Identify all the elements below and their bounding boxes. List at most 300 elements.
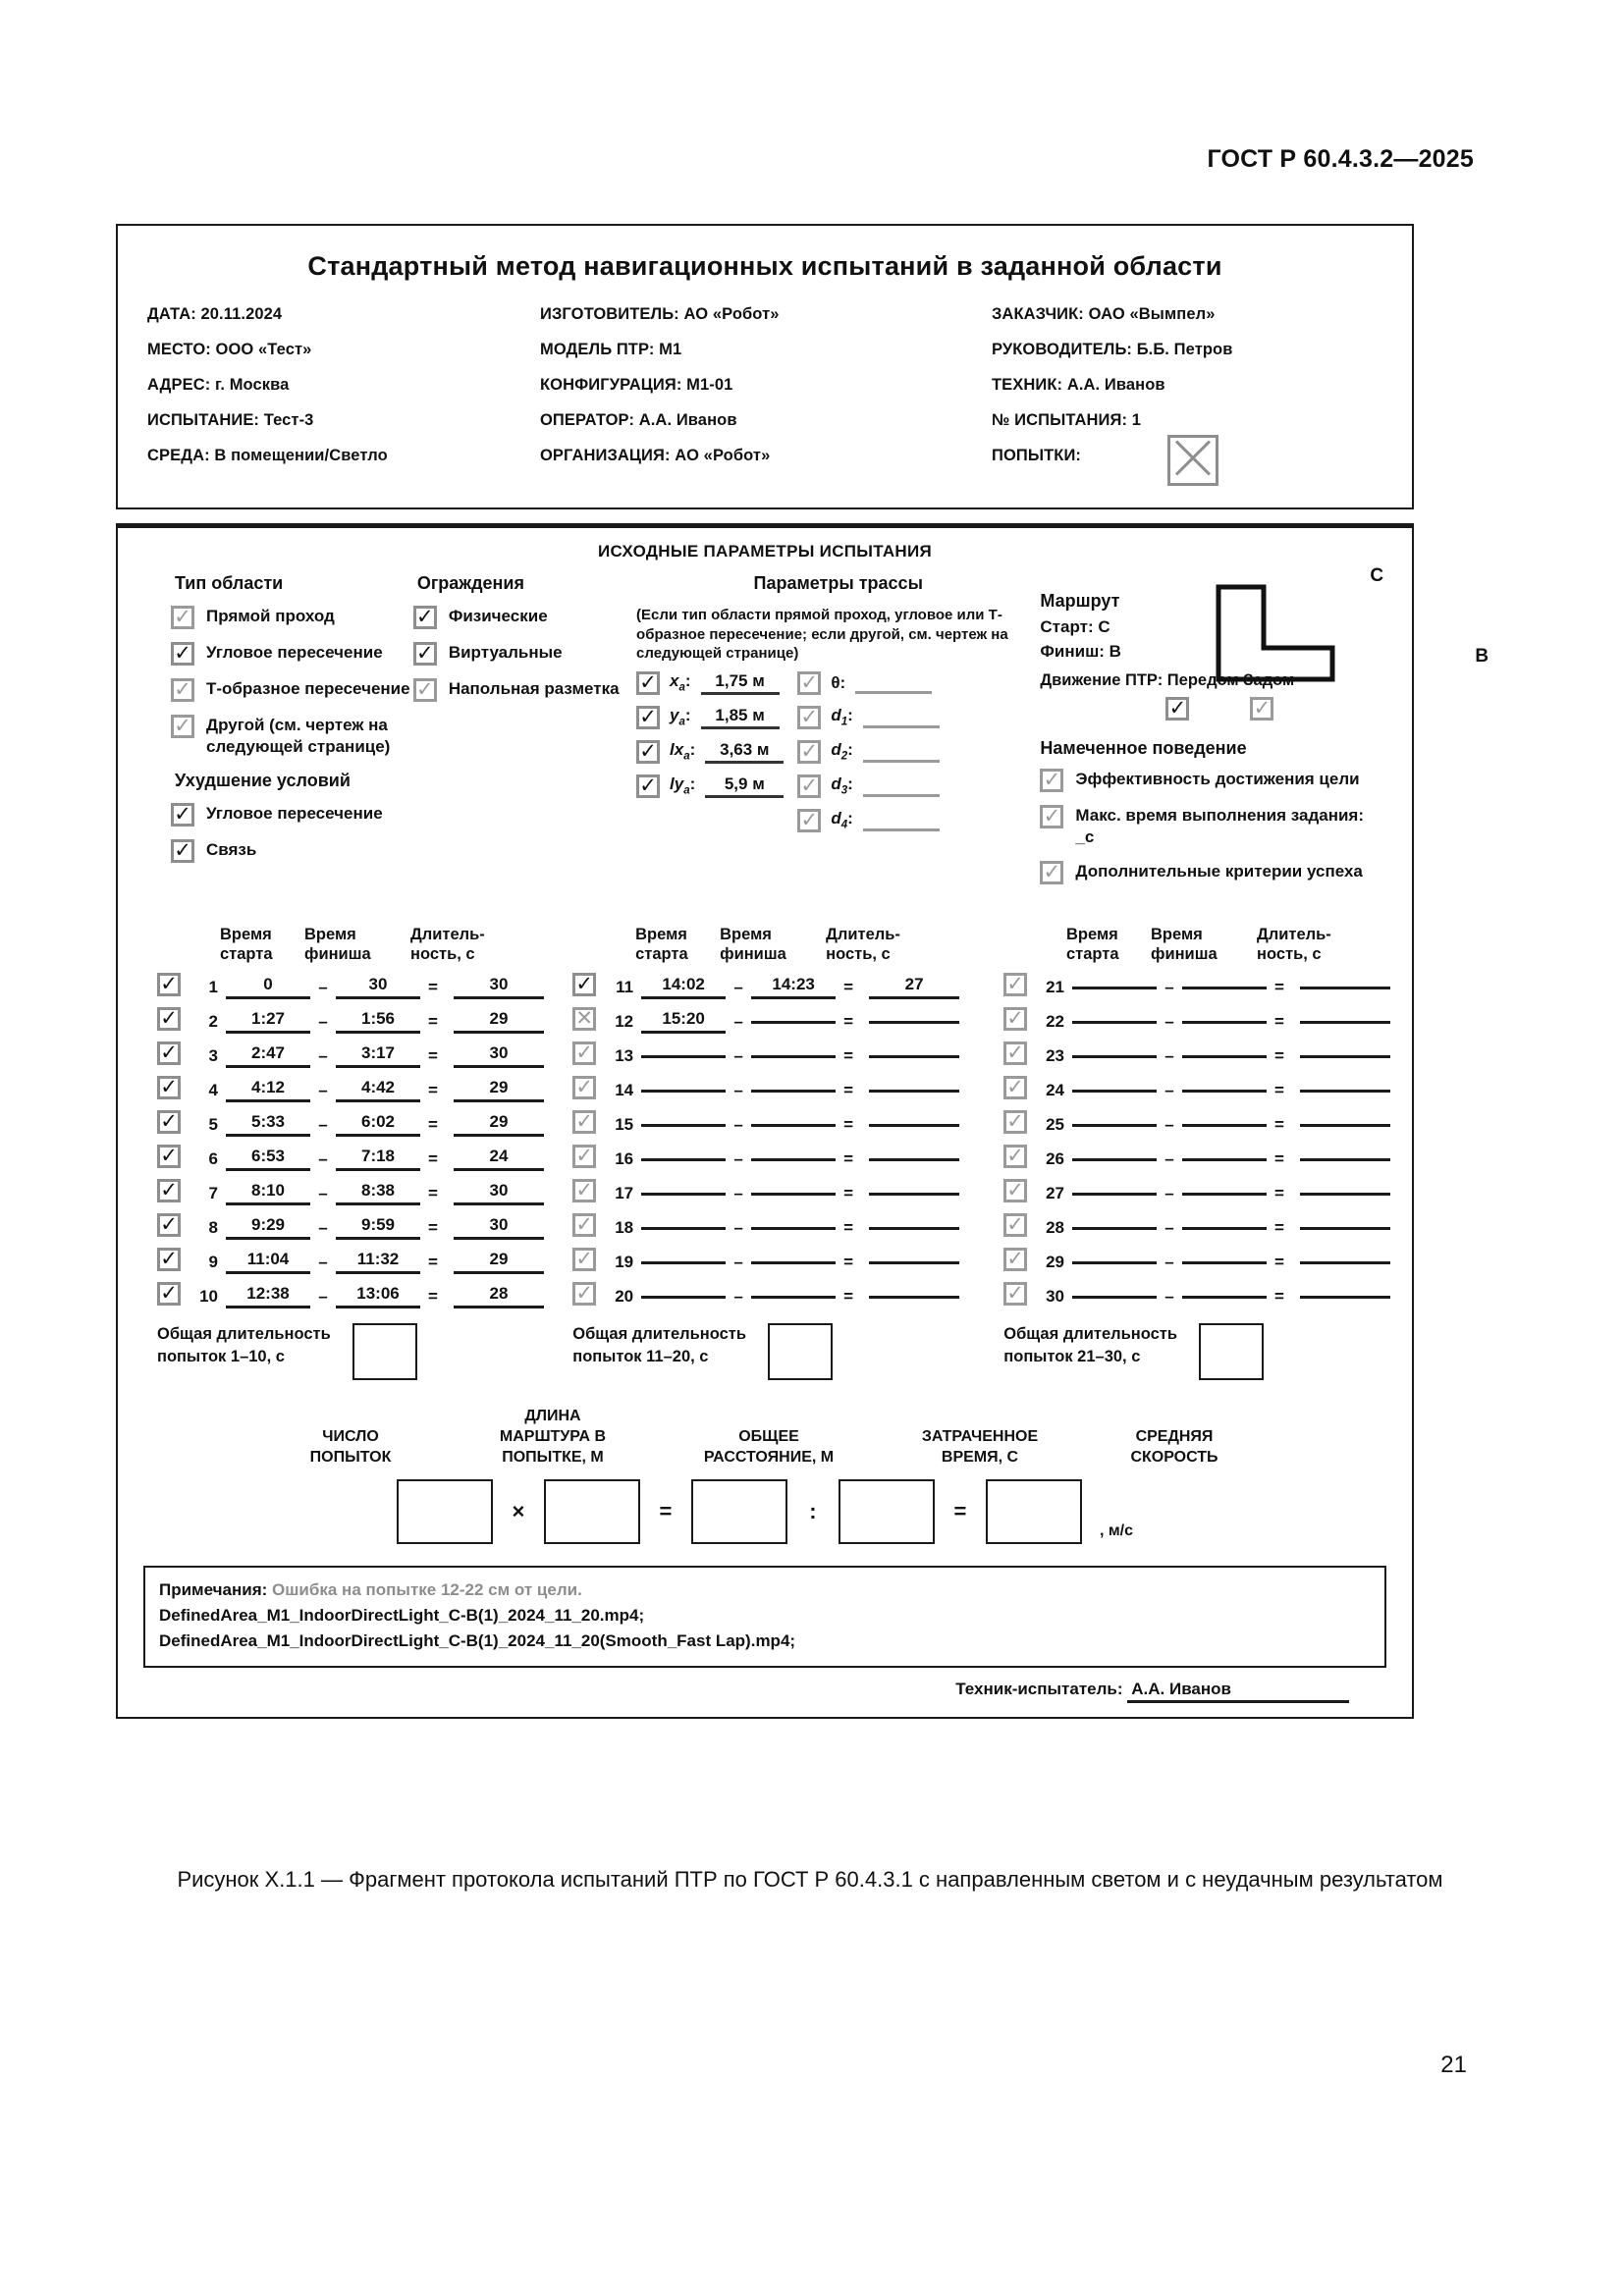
checkbox-row-behavior-effectiveness[interactable] [1040,769,1386,792]
trial-number: 23 [1046,1045,1064,1065]
trial-checkbox-cell [157,1282,183,1310]
equals-separator: = [428,1252,438,1271]
checkbox-row-fence-floor-marking[interactable] [413,678,636,702]
trial-start-time[interactable]: 0 [226,975,310,999]
trial-finish-time[interactable]: 1:56 [336,1009,420,1034]
checkbox-trial-23[interactable] [1003,1041,1027,1065]
column-route [1040,565,1489,897]
trial-checkbox-cell [157,1041,183,1070]
field-test-number-value: 1 [1131,411,1142,429]
route-diagram [1187,565,1489,689]
field-test-value: Тест-3 [263,411,314,429]
trial-checkbox-cell [1003,1076,1029,1104]
trial-finish-time[interactable]: 8:38 [336,1181,420,1205]
th3-finish-2: финиша [1151,945,1218,963]
trial-start-time[interactable]: 5:33 [226,1112,310,1137]
th-finish-2: финиша [304,945,371,963]
checkbox-trial-24[interactable] [1003,1076,1027,1099]
checkbox-behavior-extra-criteria[interactable]: ✓ [1040,861,1063,884]
total-label-21-30-l2: попыток 21–30, с [1003,1348,1141,1365]
label-ya: $y_a$: [670,706,691,728]
trial-start-time[interactable]: 14:02 [641,975,726,999]
th2-finish-2: финиша [720,945,786,963]
trial-finish-time[interactable] [751,1053,836,1058]
trial-checkbox-cell [572,1145,598,1173]
track-row-d3[interactable] [797,774,939,798]
checkbox-trial-29[interactable] [1003,1248,1027,1271]
checkbox-trial-26[interactable] [1003,1145,1027,1168]
checkbox-degradation-communication[interactable]: ✓ [171,839,194,863]
checkbox-lya[interactable]: ✓ [636,774,660,798]
calc-box-route-length[interactable] [544,1479,640,1544]
dash-separator: – [1164,1217,1174,1237]
track-row-ya[interactable] [636,706,784,729]
label-d4: $d_4$: [831,809,853,831]
trial-start-time[interactable] [641,1088,726,1093]
checkbox-behavior-max-time[interactable]: ✓ [1040,805,1063,828]
trial-start-time[interactable] [641,1122,726,1127]
trial-duration[interactable] [1300,1122,1390,1127]
checkbox-trial-4[interactable] [157,1076,181,1099]
checkbox-row-t-intersection[interactable] [171,678,413,702]
attempts-crossed-box-icon[interactable] [1167,435,1218,486]
trial-duration[interactable] [1300,1053,1390,1058]
trial-duration[interactable] [869,1294,959,1299]
checkbox-fence-virtual[interactable]: ✓ [413,642,437,666]
total-label-11-20-l1: Общая длительность [572,1325,747,1343]
trial-finish-time[interactable]: 4:42 [336,1078,420,1102]
field-place [147,341,540,359]
field-configuration-label: КОНФИГУРАЦИЯ: [540,376,682,394]
check-icon: ✓ [575,1145,593,1167]
checkbox-row-corner-intersection[interactable] [171,642,413,666]
trial-start-time[interactable]: 8:10 [226,1181,310,1205]
trial-duration[interactable] [869,1259,959,1264]
th2-start-2: старта [635,945,688,963]
checkbox-trial-1[interactable] [157,973,181,996]
trial-duration[interactable] [1300,1294,1390,1299]
dash-separator: – [318,977,328,996]
trial-finish-time[interactable] [1182,1088,1267,1093]
field-model [540,341,992,359]
calc-symbol-equals-2: = [953,1499,967,1523]
trial-number: 9 [208,1252,218,1271]
equals-separator: = [428,1148,438,1168]
check-icon: ✓ [1006,1248,1024,1270]
checkbox-trial-27[interactable] [1003,1179,1027,1202]
field-customer-value: ОАО «Вымпел» [1088,305,1216,323]
equals-separator: = [428,1183,438,1202]
checkbox-ya[interactable]: ✓ [636,706,660,729]
trial-duration[interactable]: 24 [454,1147,544,1171]
checkbox-d4[interactable]: ✓ [797,809,821,832]
checkbox-d1[interactable]: ✓ [797,706,821,729]
equals-separator: = [843,1114,854,1134]
checkbox-motion-forward[interactable]: ✓ [1165,697,1189,721]
track-row-d1[interactable] [797,706,939,729]
trial-number: 19 [615,1252,634,1271]
identification-grid [118,305,1412,492]
trial-start-time[interactable] [1072,1088,1157,1093]
checkbox-trial-2[interactable] [157,1007,181,1031]
trial-start-time[interactable] [641,1225,726,1230]
trial-checkbox-cell [157,1179,183,1207]
trial-finish-time[interactable]: 13:06 [336,1284,420,1308]
checkbox-lxa[interactable]: ✓ [636,740,660,764]
trial-duration[interactable]: 29 [454,1078,544,1102]
checkbox-trial-22[interactable] [1003,1007,1027,1031]
trial-duration[interactable]: 27 [869,975,959,999]
trial-finish-time[interactable] [1182,1259,1267,1264]
checkbox-other-area[interactable]: ✓ [171,715,194,738]
trial-number: 11 [616,977,634,996]
trial-duration[interactable] [869,1019,959,1024]
checkbox-d3[interactable]: ✓ [797,774,821,798]
checkbox-trial-6[interactable] [157,1145,181,1168]
trial-duration[interactable] [869,1053,959,1058]
field-supervisor [992,341,1445,359]
trial-checkbox-cell [1003,1145,1029,1173]
column-track-parameters [636,573,1040,897]
dash-separator: – [318,1217,328,1237]
calc-box-average-speed[interactable] [986,1479,1082,1544]
trial-finish-time[interactable]: 14:23 [751,975,836,999]
total-box-11-20[interactable] [768,1323,833,1380]
trial-row [1003,1004,1390,1039]
total-1-10 [139,1323,572,1380]
trial-start-time[interactable] [1072,1225,1157,1230]
trial-row [1003,1107,1390,1142]
trial-duration[interactable]: 28 [454,1284,544,1308]
trial-finish-time[interactable] [751,1088,836,1093]
checkbox-trial-11[interactable] [572,973,596,996]
checkbox-xa[interactable]: ✓ [636,671,660,695]
track-row-d4[interactable] [797,809,939,832]
checkbox-row-other-area[interactable] [171,715,413,758]
trial-duration[interactable] [1300,1019,1390,1024]
checkbox-trial-13[interactable] [572,1041,596,1065]
checkbox-trial-17[interactable] [572,1179,596,1202]
dash-separator: – [1164,1148,1174,1168]
trial-duration[interactable] [1300,1225,1390,1230]
checkbox-trial-9[interactable] [157,1248,181,1271]
checkbox-fence-physical[interactable]: ✓ [413,606,437,629]
checkbox-d2[interactable]: ✓ [797,740,821,764]
checkbox-trial-3[interactable] [157,1041,181,1065]
calc-head-3-l3: ВРЕМЯ, С [941,1449,1019,1466]
trial-start-time[interactable]: 4:12 [226,1078,310,1102]
signature-value[interactable]: А.А. Иванов [1127,1680,1349,1703]
checkbox-trial-16[interactable] [572,1145,596,1168]
checkbox-trial-15[interactable] [572,1110,596,1134]
value-d3[interactable] [863,774,940,797]
trial-finish-time[interactable] [751,1294,836,1299]
trial-start-time[interactable] [1072,1259,1157,1264]
checkbox-degradation-corner[interactable]: ✓ [171,803,194,827]
value-lxa[interactable]: 3,63 м [705,740,784,764]
total-11-20 [572,1323,1003,1380]
th-dur-2: ность, с [410,945,475,963]
field-address-label: АДРЕС: [147,376,211,394]
notes-box [143,1566,1386,1668]
trial-finish-time[interactable] [751,1156,836,1161]
value-lya[interactable]: 5,9 м [705,774,784,798]
totals-row [118,1313,1412,1380]
trial-start-time[interactable] [1072,1053,1157,1058]
checkbox-row-behavior-extra-criteria[interactable] [1040,861,1386,884]
label-straight-passage: Прямой проход [206,607,335,625]
trial-number: 20 [615,1286,634,1306]
dash-separator: – [1164,1252,1174,1271]
trial-number: 18 [615,1217,634,1237]
check-icon: ✓ [160,973,178,995]
th3-dur-1: Длитель- [1257,926,1331,943]
checkbox-trial-18[interactable] [572,1213,596,1237]
trial-duration[interactable] [1300,1259,1390,1264]
trial-finish-time[interactable] [1182,1191,1267,1196]
trial-start-time[interactable] [1072,1019,1157,1024]
checkbox-row-degradation-communication[interactable] [171,839,413,863]
value-xa[interactable]: 1,75 м [701,671,780,695]
trial-start-time[interactable]: 2:47 [226,1043,310,1068]
check-icon: ✓ [160,1213,178,1236]
checkbox-row-fence-physical[interactable] [413,606,636,629]
checkbox-motion-backward[interactable]: ✓ [1250,697,1273,721]
equals-separator: = [843,977,854,996]
field-attempts-label: ПОПЫТКИ: [992,447,1082,464]
trial-start-time[interactable]: 12:38 [226,1284,310,1308]
trial-duration[interactable]: 30 [454,1043,544,1068]
th2-dur-1: Длитель- [826,926,900,943]
trial-checkbox-cell [572,973,598,1001]
trial-start-time[interactable] [1072,1294,1157,1299]
value-d2[interactable] [863,740,940,763]
parameters-columns [118,565,1489,909]
trial-row [572,1176,1003,1210]
dash-separator: – [1164,1045,1174,1065]
trial-duration[interactable] [869,1225,959,1230]
trial-row [157,1176,572,1210]
field-configuration [540,376,992,395]
calc-box-total-distance[interactable] [691,1479,787,1544]
trial-start-time[interactable] [1072,985,1157,989]
equals-separator: = [843,1286,854,1306]
calc-box-elapsed-time[interactable] [839,1479,935,1544]
calc-box-attempts-count[interactable] [397,1479,493,1544]
trial-finish-time[interactable] [1182,1294,1267,1299]
calc-head-1-l2: МАРШТУРА В [499,1428,607,1445]
field-supervisor-value: Б.Б. Петров [1136,341,1233,358]
trial-number: 2 [208,1011,218,1031]
trial-checkbox-cell [157,1248,183,1276]
trial-duration[interactable] [1300,1191,1390,1196]
checkbox-row-degradation-corner[interactable] [171,803,413,827]
track-row-xa[interactable] [636,671,784,695]
total-label-1-10-l1: Общая длительность [157,1325,331,1343]
trial-finish-time[interactable] [1182,985,1267,989]
value-ya[interactable]: 1,85 м [701,706,780,729]
check-icon: ✓ [575,1041,593,1064]
trial-row [1003,1210,1390,1245]
trial-start-time[interactable] [641,1294,726,1299]
checkbox-t-intersection[interactable]: ✓ [171,678,194,702]
trial-duration[interactable] [869,1156,959,1161]
value-d1[interactable] [863,706,940,728]
check-icon: ✓ [1006,1041,1024,1064]
trial-finish-time[interactable]: 6:02 [336,1112,420,1137]
checkbox-row-behavior-max-time[interactable] [1040,805,1386,848]
total-box-1-10[interactable] [352,1323,417,1380]
trial-duration[interactable] [869,1088,959,1093]
trial-checkbox-cell [572,1041,598,1070]
trial-checkbox-cell [572,1213,598,1242]
trial-duration[interactable]: 29 [454,1009,544,1034]
trial-duration[interactable]: 30 [454,1181,544,1205]
trial-start-time[interactable]: 15:20 [641,1009,726,1034]
trial-finish-time[interactable] [1182,1019,1267,1024]
trial-start-time[interactable] [1072,1191,1157,1196]
checkbox-trial-20[interactable] [572,1282,596,1306]
label-degradation-corner: Угловое пересечение [206,804,383,823]
track-row-lxa[interactable] [636,740,784,764]
trial-duration[interactable]: 30 [454,975,544,999]
check-icon: ✓ [575,1076,593,1098]
trials-rows-1-10 [157,970,572,1313]
trial-duration[interactable] [869,1191,959,1196]
trial-start-time[interactable]: 1:27 [226,1009,310,1034]
trial-finish-time[interactable]: 9:59 [336,1215,420,1240]
calc-head-1-l3: ПОПЫТКЕ, М [502,1449,604,1466]
checkbox-trial-30[interactable] [1003,1282,1027,1306]
trial-checkbox-cell [157,1076,183,1104]
trial-duration[interactable] [1300,1156,1390,1161]
trial-start-time[interactable]: 6:53 [226,1147,310,1171]
trial-duration[interactable] [869,1122,959,1127]
checkbox-fence-floor-marking[interactable]: ✓ [413,678,437,702]
trial-duration[interactable]: 30 [454,1215,544,1240]
checkbox-corner-intersection[interactable]: ✓ [171,642,194,666]
trial-number: 29 [1046,1252,1064,1271]
motion-checkboxes [1165,697,1386,721]
form-title: Стандартный метод навигационных испытаний в заданной области [307,251,1222,281]
trial-finish-time[interactable]: 3:17 [336,1043,420,1068]
checkbox-trial-14[interactable] [572,1076,596,1099]
checkbox-straight-passage[interactable]: ✓ [171,606,194,629]
trial-start-time[interactable]: 9:29 [226,1215,310,1240]
track-row-lya[interactable] [636,774,784,798]
checkbox-trial-7[interactable] [157,1179,181,1202]
check-icon: ✓ [1006,1282,1024,1305]
checkbox-behavior-effectiveness[interactable]: ✓ [1040,769,1063,792]
th3-dur-2: ность, с [1257,945,1322,963]
trial-finish-time[interactable] [1182,1225,1267,1230]
trial-number: 7 [208,1183,218,1202]
trial-number: 1 [208,977,218,996]
trial-finish-time[interactable] [751,1019,836,1024]
trial-duration[interactable] [1300,1088,1390,1093]
trial-finish-time[interactable] [751,1225,836,1230]
checkbox-row-straight-passage[interactable] [171,606,413,629]
trial-start-time[interactable] [641,1259,726,1264]
trial-finish-time[interactable]: 11:32 [336,1250,420,1274]
field-place-value: ООО «Тест» [215,341,312,358]
checkbox-trial-21[interactable] [1003,973,1027,996]
calc-head-1-l1: ДЛИНА [524,1408,581,1424]
check-icon: ✓ [1006,973,1024,995]
checkbox-trial-25[interactable] [1003,1110,1027,1134]
check-icon: ✓ [575,1110,593,1133]
th2-dur-2: ность, с [826,945,891,963]
trial-finish-time[interactable] [1182,1156,1267,1161]
checkbox-trial-10[interactable] [157,1282,181,1306]
trials-tables [118,909,1412,1313]
notes-label: Примечания: [159,1580,268,1599]
trial-start-time[interactable] [641,1053,726,1058]
trial-finish-time[interactable] [751,1191,836,1196]
trial-duration[interactable]: 29 [454,1112,544,1137]
trial-number: 16 [615,1148,634,1168]
value-theta[interactable] [855,671,932,694]
trial-start-time[interactable] [641,1156,726,1161]
trial-row [572,1039,1003,1073]
trial-finish-time[interactable] [1182,1122,1267,1127]
trial-finish-time[interactable] [1182,1053,1267,1058]
route-diagram-label-start: С [1370,565,1384,586]
calc-head-attempts-count [277,1426,424,1468]
track-row-theta[interactable] [797,671,939,695]
trial-duration[interactable]: 29 [454,1250,544,1274]
trial-number: 17 [615,1183,634,1202]
trial-duration[interactable] [1300,985,1390,989]
test-protocol-form [116,224,1489,1719]
label-degradation-communication: Связь [206,840,257,859]
checkbox-row-fence-virtual[interactable] [413,642,636,666]
checkbox-trial-8[interactable] [157,1213,181,1237]
trial-finish-time[interactable]: 30 [336,975,420,999]
track-row-d2[interactable] [797,740,939,764]
checkbox-theta[interactable]: ✓ [797,671,821,695]
check-icon: ✓ [1006,1179,1024,1201]
trials-header-1 [157,925,572,964]
check-icon: ✓ [1006,1213,1024,1236]
total-box-21-30[interactable] [1199,1323,1264,1380]
checkbox-trial-19[interactable] [572,1248,596,1271]
value-d4[interactable] [863,809,940,831]
trial-number: 8 [208,1217,218,1237]
field-model-value: М1 [659,341,682,358]
field-supervisor-label: РУКОВОДИТЕЛЬ: [992,341,1133,358]
checkbox-trial-5[interactable] [157,1110,181,1134]
field-technician [992,376,1445,395]
trial-finish-time[interactable] [751,1259,836,1264]
trial-finish-time[interactable]: 7:18 [336,1147,420,1171]
trial-start-time[interactable] [1072,1156,1157,1161]
trial-finish-time[interactable] [751,1122,836,1127]
trial-start-time[interactable]: 11:04 [226,1250,310,1274]
trial-start-time[interactable] [641,1191,726,1196]
trial-row [1003,1245,1390,1279]
checkbox-trial-failed[interactable] [572,1007,596,1031]
checkbox-trial-28[interactable] [1003,1213,1027,1237]
group-title-behavior: Намеченное поведение [1040,738,1247,758]
trial-checkbox-cell [157,973,183,1001]
field-organization-label: ОРГАНИЗАЦИЯ: [540,447,671,464]
dash-separator: – [1164,977,1174,996]
dash-separator: – [1164,1183,1174,1202]
trial-start-time[interactable] [1072,1122,1157,1127]
check-icon: ✓ [160,1041,178,1064]
equals-separator: = [1274,977,1284,996]
